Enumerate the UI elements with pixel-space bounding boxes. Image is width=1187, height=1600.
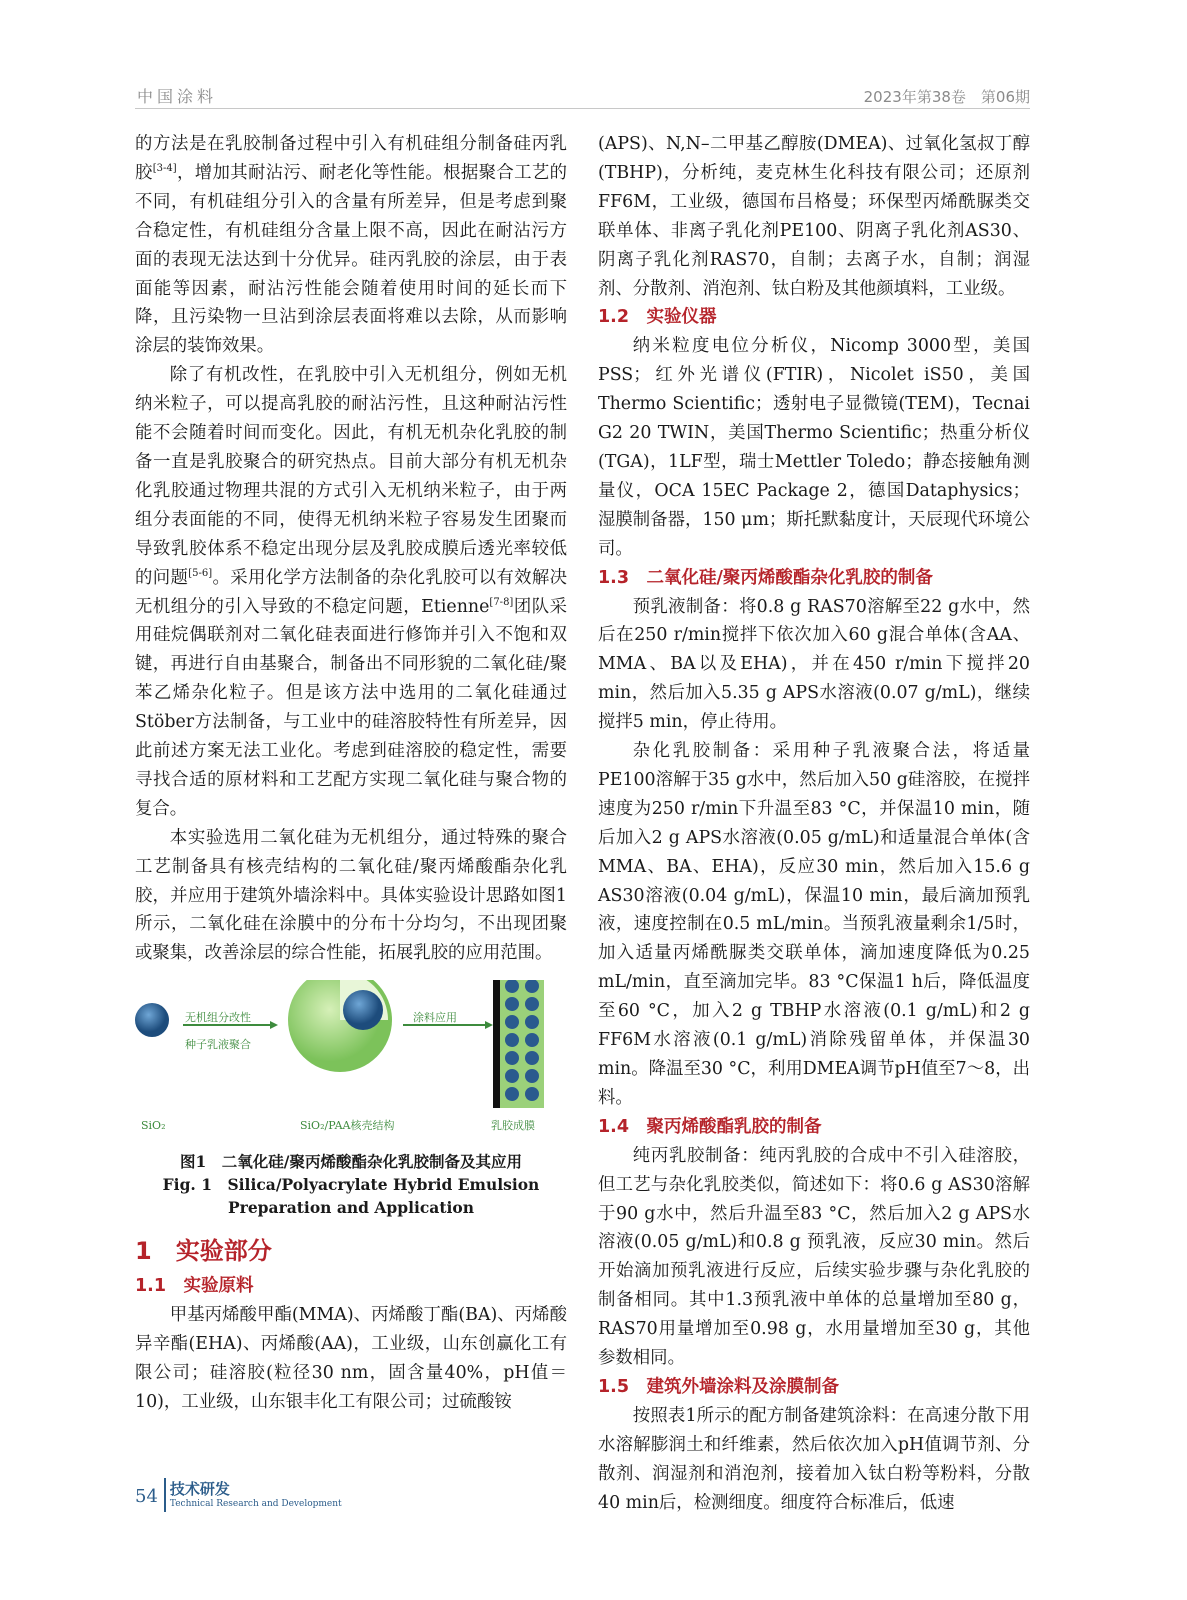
header-divider [135, 108, 1030, 109]
section-heading: 1 实验部分 [135, 1237, 272, 1266]
paragraph: 本实验选用二氧化硅为无机组分，通过特殊的聚合工艺制备具有核壳结构的二氧化硅/聚丙烯酸酯杂化乳胶，并应用于建筑外墙涂料中。具体实验设计思路如图1所示，二氧化硅在涂膜中的分布十分均匀，不出现团聚或聚集，改善涂层的综合性能，拓展乳胶的应用范围。 [135, 827, 567, 964]
core [343, 990, 383, 1030]
figure-caption [135, 1150, 567, 1219]
subsection-heading: 1.2 实验仪器 [598, 307, 717, 328]
label-core-shell: SiO₂/PAA核壳结构 [300, 1119, 395, 1133]
arrow1-bottom-label: 种子乳液聚合 [185, 1038, 251, 1052]
subsection-heading: 1.5 建筑外墙涂料及涂膜制备 [598, 1376, 840, 1397]
footer-divider [164, 1478, 166, 1512]
paragraph: 预乳液制备：将0.8 g RAS70溶解至22 g水中，然后在250 r/min搅拌下依次加入60 g混合单体(含AA、MMA、BA以及EHA)，并在450 r/min下搅拌20 min，然后加入5.35 g APS水溶液(0.07 g/mL)，继续搅拌5 min，停止待用。 [598, 596, 1030, 733]
right-column [598, 130, 1030, 1518]
subsection-heading: 1.3 二氧化硅/聚丙烯酸酯杂化乳胶的制备 [598, 567, 933, 588]
subsection-heading: 1.4 聚丙烯酸酯乳胶的制备 [598, 1116, 822, 1137]
caption-cn: 图1 二氧化硅/聚丙烯酸酯杂化乳胶制备及其应用 [180, 1152, 522, 1172]
arrow1-top-label: 无机组分改性 [185, 1011, 251, 1025]
paragraph: 除了有机改性，在乳胶中引入无机组分，例如无机纳米粒子，可以提高乳胶的耐沾污性，且这种耐沾污性能不会随着时间而变化。因此，有机无机杂化乳胶的制备一直是乳胶聚合的研究热点。目前大部分有机无机杂化乳胶通过物理共混的方式引入无机纳米粒子，由于两组分表面能的不同，使得无机纳米粒子容易发生团聚而导致乳胶体系不稳定出现分层及乳胶成膜后透光率较低的问题[5-6]。采用化学方法制备的杂化乳胶可以有效解决无机组分的引入导致的不稳定问题，Etienne[7-8]团队采用硅烷偶联剂对二氧化硅表面进行修饰并引入不饱和双键，再进行自由基聚合，制备出不同形貌的二氧化硅/聚苯乙烯杂化粒子。但是该方法中选用的二氧化硅通过Stöber方法制备，与工业中的硅溶胶特性有所差异，因此前述方案无法工业化。考虑到硅溶胶的稳定性，需要寻找合适的原材料和工艺配方实现二氧化硅与聚合物的复合。 [135, 365, 567, 819]
journal-name: 中国涂料 [137, 87, 218, 106]
page-number: 54 [135, 1486, 158, 1507]
paragraph: 纯丙乳胶制备：纯丙乳胶的合成中不引入硅溶胶，但工艺与杂化乳胶类似，简述如下：将0.6 g AS30溶解于90 g水中，然后升温至83 °C，然后加入2 g APS水溶液(0.05 g/mL)和0.8 g 预乳液，反应30 min。然后开始滴加预乳液进行反应，后续实验步骤与杂化乳胶的制备相同。其中1.3预乳液中单体的总量增加至80 g，RAS70用量增加至0.98 g，水用量增加至30 g，其他参数相同。 [598, 1145, 1030, 1369]
issue-info: 2023年第38卷 第06期 [863, 88, 1030, 106]
left-column [135, 130, 567, 1417]
silica-particle [135, 1003, 169, 1037]
paragraph: 甲基丙烯酸甲酯(MMA)、丙烯酸丁酯(BA)、丙烯酸异辛酯(EHA)、丙烯酸(AA)，工业级，山东创赢化工有限公司；硅溶胶(粒径30 nm，固含量40%，pH值＝10)，工业级，山东银丰化工有限公司；过硫酸铵 [135, 1305, 567, 1412]
paragraph: 的方法是在乳胶制备过程中引入有机硅组分制备硅丙乳胶[3-4]，增加其耐沾污、耐老化等性能。根据聚合工艺的不同，有机硅组分引入的含量有所差异，但是考虑到聚合稳定性，有机硅组分含量上限不高，因此在耐沾污方面的表现无法达到十分优异。硅丙乳胶的涂层，由于表面能等因素，耐沾污性能会随着使用时间的延长而下降，且污染物一旦沾到涂层表面将难以去除，从而影响涂层的装饰效果。 [135, 134, 567, 357]
paragraph: 杂化乳胶制备：采用种子乳液聚合法，将适量PE100溶解于35 g水中，然后加入50 g硅溶胶，在搅拌速度为250 r/min下升温至83 °C，并保温10 min，随后加入2 g APS水溶液(0.05 g/mL)和适量混合单体(含MMA、BA、EHA)，反应30 min，然后加入15.6 g AS30溶液(0.04 g/mL)，保温10 min，最后滴加预乳液，速度控制在0.5 mL/min。当预乳液量剩余1/5时，加入适量丙烯酰脲类交联单体，滴加速度降低为0.25 mL/min，直至滴加完毕。83 °C保温1 h后，降低温度至60 °C，加入2 g TBHP水溶液(0.1 g/mL)和2 g FF6M水溶液(0.1 g/mL)消除残留单体，并保温30 min。降温至30 °C，利用DMEA调节pH值至7～8，出料。 [598, 741, 1030, 1108]
section-label-cn: 技术研发 [169, 1480, 230, 1498]
label-sio2: SiO₂ [141, 1119, 166, 1133]
figure-1 [135, 980, 567, 1140]
paragraph: 按照表1所示的配方制备建筑涂料：在高速分散下用水溶解膨润土和纤维素，然后依次加入pH值调节剂、分散剂、润湿剂和消泡剂，接着加入钛白粉等粉料，分散40 min后，检测细度。细度符合标准后，低速 [598, 1405, 1030, 1513]
label-film: 乳胶成膜 [491, 1119, 535, 1133]
arrow2-label: 涂料应用 [413, 1011, 457, 1025]
subsection-heading: 1.1 实验原料 [135, 1276, 254, 1297]
caption-en: Fig. 1 Silica/Polyacrylate Hybrid Emulsion Preparation and Application [162, 1175, 540, 1218]
paragraph: 纳米粒度电位分析仪，Nicomp 3000型，美国PSS；红外光谱仪(FTIR)，Nicolet iS50，美国Thermo Scientific；透射电子显微镜(TEM)，Tecnai G2 20 TWIN，美国Thermo Scientific；热重分析仪(TGA)，1LF型，瑞士Mettler Toledo；静态接触角测量仪，OCA 15EC Package 2，德国Dataphysics；湿膜制备器，150 μm；斯托默黏度计，天辰现代环境公司。 [598, 336, 1030, 559]
section-label-en: Technical Research and Development [169, 1499, 342, 1509]
substrate [493, 980, 500, 1108]
page-footer [135, 1478, 342, 1512]
paragraph: (APS)、N,N–二甲基乙醇胺(DMEA)、过氧化氢叔丁醇(TBHP)，分析纯，麦克林生化科技有限公司；还原剂FF6M，工业级，德国布吕格曼；环保型丙烯酰脲类交联单体、非离子乳化剂PE100、阴离子乳化剂AS30、阴离子乳化剂RAS70，自制；去离子水，自制；润湿剂、分散剂、消泡剂、钛白粉及其他颜填料，工业级。 [598, 134, 1030, 299]
